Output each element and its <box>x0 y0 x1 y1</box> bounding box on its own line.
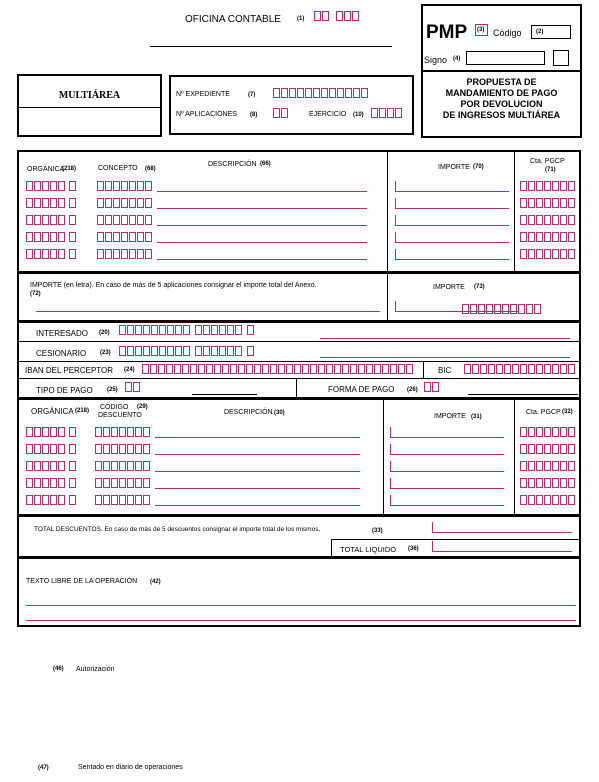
ds-organica-cells[interactable] <box>26 444 77 455</box>
total-liquido-label: TOTAL LIQUIDO <box>340 545 397 554</box>
ap-organica-cells[interactable] <box>26 232 77 243</box>
aplicaciones-label: Nº APLICACIONES <box>176 111 237 118</box>
ap-descripcion-header: DESCRIPCIÓN <box>208 161 257 168</box>
pmp-num: (3) <box>477 27 485 33</box>
tipo-pago-line[interactable] <box>192 394 257 395</box>
forma-pago-line[interactable] <box>468 394 578 395</box>
ds-organica-cells[interactable] <box>26 478 77 489</box>
ds-descripcion-header: DESCRIPCIÓN <box>224 409 273 416</box>
ds-codigo-cells[interactable] <box>95 478 151 489</box>
ap-concepto-cells[interactable] <box>97 198 153 209</box>
doc-title-line-3: POR DEVOLUCION <box>460 99 543 109</box>
ap-descripcion-num: (66) <box>260 161 271 167</box>
iban-cells[interactable] <box>142 364 414 375</box>
ds-importe-field[interactable] <box>390 478 504 489</box>
iban-num: (24) <box>124 367 135 373</box>
ds-descripcion-num: (30) <box>274 410 285 416</box>
ap-descripcion-line[interactable] <box>157 242 367 243</box>
ap-organica-cells[interactable] <box>26 215 77 226</box>
ds-importe-field[interactable] <box>390 495 504 506</box>
importe-letra-line[interactable] <box>36 311 380 312</box>
ds-descuento-header: DESCUENTO <box>98 412 142 419</box>
oficina-contable-num: (1) <box>297 16 305 22</box>
iban-label: IBAN DEL PERCEPTOR <box>25 366 114 375</box>
ejercicio-num: (10) <box>353 112 364 118</box>
oficina-contable-label: OFICINA CONTABLE <box>185 14 281 25</box>
interesado-cells[interactable] <box>119 325 255 336</box>
ds-codigo-cells[interactable] <box>95 461 151 472</box>
signo-num: (4) <box>453 56 461 62</box>
ds-descripcion-line[interactable] <box>155 437 360 438</box>
interesado-label: INTERESADO <box>36 329 89 338</box>
ds-cta-cells[interactable] <box>520 478 576 489</box>
ap-cta-cells[interactable] <box>520 198 576 209</box>
total-descuentos-field[interactable] <box>432 522 572 533</box>
ds-cta-cells[interactable] <box>520 461 576 472</box>
importe-letra-divider <box>387 272 388 322</box>
pmp-separator <box>421 70 582 72</box>
signo-field[interactable] <box>466 51 545 65</box>
ds-cta-num: (32) <box>562 409 573 415</box>
ap-descripcion-line[interactable] <box>157 208 367 209</box>
tipo-pago-label: TIPO DE PAGO <box>36 386 93 395</box>
interesado-line[interactable] <box>320 338 570 339</box>
signo-check[interactable] <box>553 50 569 66</box>
ap-organica-header: ORGÁNICA <box>27 166 65 173</box>
autorizacion-num: (46) <box>53 666 64 672</box>
forma-pago-cells[interactable] <box>424 382 440 393</box>
codigo-label: Código <box>493 28 522 38</box>
ds-importe-field[interactable] <box>390 461 504 472</box>
ds-organica-num: (218) <box>75 408 90 414</box>
ap-concepto-num: (68) <box>145 166 156 172</box>
ap-concepto-cells[interactable] <box>97 215 153 226</box>
ds-importe-field[interactable] <box>390 444 504 455</box>
doc-title-line-4: DE INGRESOS MULTIÁREA <box>442 110 561 120</box>
ds-organica-cells[interactable] <box>26 495 77 506</box>
ap-organica-cells[interactable] <box>26 249 77 260</box>
descuentos-divider-1 <box>383 398 384 516</box>
ap-concepto-cells[interactable] <box>97 249 153 260</box>
pago-divider <box>296 378 297 399</box>
sentado-num: (47) <box>38 765 49 771</box>
cesionario-cells[interactable] <box>119 346 255 357</box>
ap-importe-num: (70) <box>473 164 484 170</box>
doc-title-line-1: PROPUESTA DE <box>466 77 537 87</box>
sentado-label: Sentado en diario de operaciones <box>78 764 183 771</box>
ds-descripcion-line[interactable] <box>155 454 360 455</box>
texto-libre-label: TEXTO LIBRE DE LA OPERACIÓN <box>26 578 138 585</box>
multiarea-separator <box>17 107 162 108</box>
ap-cta-cells[interactable] <box>520 249 576 260</box>
cesionario-line[interactable] <box>320 357 570 358</box>
importe-letra-text: IMPORTE (en letra). En caso de más de 5 aplicaciones consignar el importe total del Anexo. <box>30 282 317 289</box>
ds-descripcion-line[interactable] <box>155 488 360 489</box>
ejercicio-label: EJERCICIO <box>309 111 347 118</box>
ds-codigo-cells[interactable] <box>95 495 151 506</box>
ds-descripcion-line[interactable] <box>155 505 360 506</box>
doc-title-line-2: MANDAMIENTO DE PAGO <box>445 88 558 98</box>
bic-cells[interactable] <box>464 364 576 375</box>
datos-sep-2 <box>17 361 581 362</box>
ds-cta-cells[interactable] <box>520 427 576 438</box>
ds-codigo-cells[interactable] <box>95 444 151 455</box>
ds-importe-num: (31) <box>471 414 482 420</box>
ds-cta-header: Cta. PGCP <box>526 409 561 416</box>
ds-organica-cells[interactable] <box>26 461 77 472</box>
aplicaciones-cells[interactable] <box>273 108 289 119</box>
ap-importe-field[interactable] <box>395 232 509 243</box>
interesado-num: (20) <box>99 330 110 336</box>
ap-organica-num: (218) <box>62 166 77 172</box>
ap-importe-field[interactable] <box>395 249 509 260</box>
forma-pago-label: FORMA DE PAGO <box>328 385 395 394</box>
ds-descripcion-line[interactable] <box>155 471 360 472</box>
texto-libre-line-1[interactable] <box>26 605 576 606</box>
ap-importe-field[interactable] <box>395 181 509 192</box>
importe-total-cells[interactable] <box>462 304 542 315</box>
ap-concepto-cells[interactable] <box>97 232 153 243</box>
descuentos-divider-2 <box>514 398 515 516</box>
totales-sep <box>331 539 581 540</box>
tipo-pago-cells[interactable] <box>125 382 141 393</box>
ap-importe-field[interactable] <box>395 198 509 209</box>
importe-letra-num: (72) <box>30 291 41 297</box>
doc-title <box>421 77 582 121</box>
ap-importe-header: IMPORTE <box>438 164 470 171</box>
ap-cta-header: Cta. PGCP <box>530 158 565 165</box>
expediente-num: (7) <box>248 92 256 98</box>
expediente-box <box>169 75 414 135</box>
total-descuentos-num: (33) <box>372 528 383 534</box>
ap-cta-num: (71) <box>545 167 556 173</box>
ap-importe-field[interactable] <box>395 215 509 226</box>
bic-label: BIC <box>438 366 452 375</box>
ds-cta-cells[interactable] <box>520 444 576 455</box>
tipo-pago-num: (25) <box>107 387 118 393</box>
texto-libre-num: (42) <box>150 579 161 585</box>
aplicaciones-divider-1 <box>387 150 388 273</box>
ap-cta-cells[interactable] <box>520 215 576 226</box>
total-liquido-num: (36) <box>408 546 419 552</box>
codigo-num: (2) <box>536 29 544 35</box>
cesionario-label: CESIONARIO <box>36 349 87 358</box>
ap-cta-cells[interactable] <box>520 181 576 192</box>
ds-codigo-num: (29) <box>137 404 148 410</box>
ds-organica-cells[interactable] <box>26 427 77 438</box>
total-liquido-divider <box>331 539 332 558</box>
ejercicio-cells[interactable] <box>371 108 403 119</box>
multiarea-box <box>17 74 162 137</box>
multiarea-label: MULTIÁREA <box>58 90 121 101</box>
cesionario-num: (23) <box>100 350 111 356</box>
ds-codigo-header: CÓDIGO <box>100 404 129 411</box>
total-liquido-field[interactable] <box>432 541 572 552</box>
aplicaciones-num: (8) <box>250 112 258 118</box>
importe-total-num: (73) <box>474 284 485 290</box>
bic-divider <box>423 361 424 378</box>
ds-codigo-cells[interactable] <box>95 427 151 438</box>
ap-organica-cells[interactable] <box>26 198 77 209</box>
pmp-title: PMP <box>426 22 468 43</box>
texto-libre-box <box>17 557 581 627</box>
ds-cta-cells[interactable] <box>520 495 576 506</box>
datos-sep-1 <box>17 341 581 342</box>
expediente-cells[interactable] <box>273 88 369 99</box>
oficina-contable-line <box>150 46 392 47</box>
ap-descripcion-line[interactable] <box>157 191 367 192</box>
ds-organica-header: ORGÁNICA <box>31 407 74 416</box>
ap-organica-cells[interactable] <box>26 181 77 192</box>
ap-descripcion-line[interactable] <box>157 225 367 226</box>
expediente-label: Nº EXPEDIENTE <box>176 91 230 98</box>
ds-importe-header: IMPORTE <box>434 413 466 420</box>
aplicaciones-divider-2 <box>514 150 515 273</box>
texto-libre-line-2[interactable] <box>26 620 576 621</box>
signo-label: Signo <box>424 55 448 65</box>
total-descuentos-text: TOTAL DESCUENTOS. En caso de más de 5 descuentos consignar el importe total de los mismos. <box>34 526 321 533</box>
ap-concepto-header: CONCEPTO <box>98 165 138 172</box>
importe-total-header: IMPORTE <box>433 284 465 291</box>
datos-sep-3 <box>17 378 581 379</box>
autorizacion-label: Autorización <box>76 666 115 673</box>
ap-cta-cells[interactable] <box>520 232 576 243</box>
ds-importe-field[interactable] <box>390 427 504 438</box>
ap-descripcion-line[interactable] <box>157 259 367 260</box>
ap-concepto-cells[interactable] <box>97 181 153 192</box>
forma-pago-num: (26) <box>407 387 418 393</box>
